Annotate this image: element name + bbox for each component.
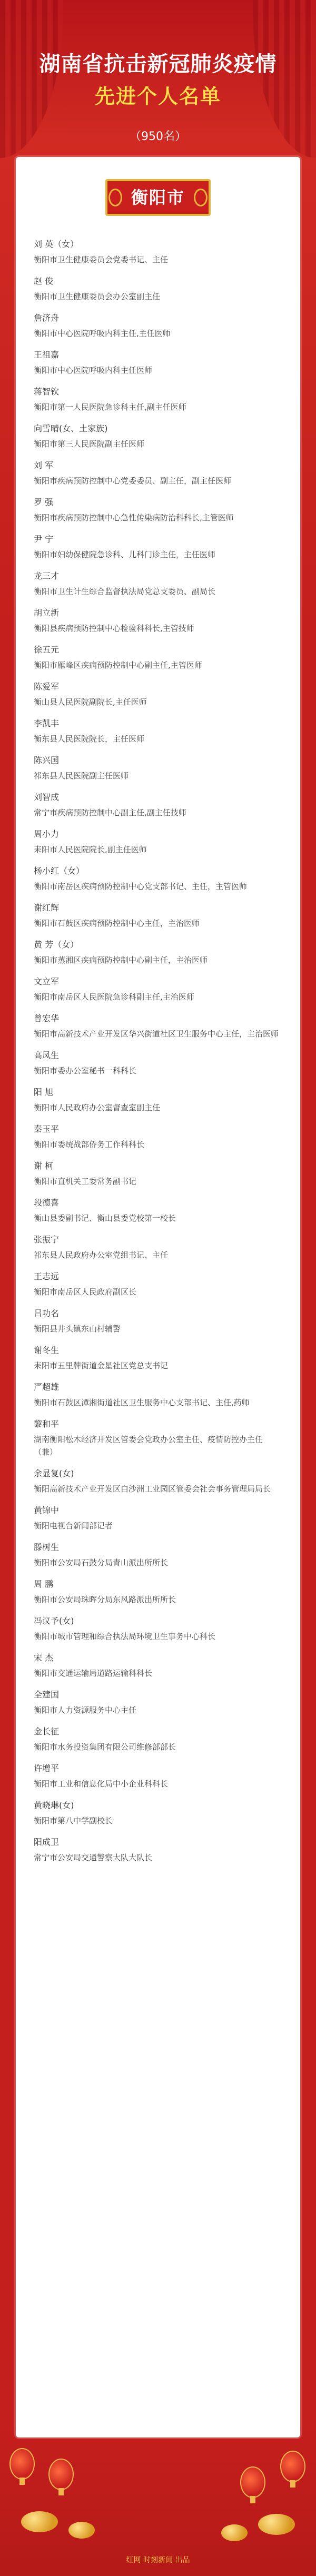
honoree-name: 王志远 — [34, 1271, 60, 1281]
honoree-role: 衡阳市中心医院呼吸内科主任医师 — [34, 366, 153, 375]
honoree-role: 衡阳市人力资源服务中心主任 — [34, 1705, 137, 1715]
list-item — [34, 607, 282, 635]
gold-ingot-icon — [21, 2511, 58, 2532]
list-item — [34, 1800, 282, 1827]
honoree-name: 詹济舟 — [34, 313, 60, 323]
honoree-role: 衡山县人民医院副院长,主任医师 — [34, 697, 147, 707]
list-item — [34, 460, 282, 487]
honoree-name: 刘智成 — [34, 792, 60, 802]
list-item — [34, 1123, 282, 1151]
honoree-name: 阳成卫 — [34, 1837, 60, 1847]
honoree-name: 陈爱军 — [34, 682, 60, 692]
honoree-role: 衡阳市第一人民医院急诊科主任,副主任医师 — [34, 402, 186, 412]
honoree-name: 黎和平 — [34, 1419, 60, 1429]
honoree-role: 衡阳市蒸湘区疾病预防控制中心副主任，主治医师 — [34, 955, 208, 965]
honoree-name: 宋 杰 — [34, 1653, 54, 1663]
honoree-name: 徐五元 — [34, 645, 60, 655]
honoree-role: 衡阳市委办公室秘书一科科长 — [34, 1066, 137, 1075]
list-item — [34, 312, 282, 340]
honoree-role: 衡阳市南岳区人民政府副区长 — [34, 1287, 137, 1297]
header — [0, 0, 316, 158]
list-item — [34, 1050, 282, 1077]
honoree-role: 衡阳高新技术产业开发区白沙洲工业园区管委会社会事务管理局局长 — [34, 1484, 271, 1494]
honoree-name: 陈兴国 — [34, 755, 60, 765]
list-item — [34, 1381, 282, 1409]
lantern-icon — [280, 2451, 305, 2482]
honoree-name: 蒋智钦 — [34, 387, 60, 397]
honoree-role: 衡阳市第八中学副校长 — [34, 1816, 113, 1825]
honoree-name: 黄 芳（女） — [34, 940, 79, 950]
honoree-name: 余显复(女) — [34, 1468, 74, 1478]
lantern-icon — [48, 2459, 74, 2490]
honoree-name: 吕功名 — [34, 1308, 60, 1318]
honoree-role: 衡阳市南岳区疾病预防控制中心党支部书记、主任，主管医师 — [34, 882, 248, 891]
list-item — [34, 681, 282, 708]
honoree-name: 黄晓琳(女) — [34, 1800, 74, 1810]
honoree-role: 衡阳市委统战部侨务工作科科长 — [34, 1140, 145, 1149]
lantern-icon — [9, 2448, 35, 2480]
honoree-name: 刘 英（女） — [34, 239, 79, 249]
list-item — [34, 239, 282, 266]
honoree-role: 衡阳市石鼓区潭湘街道社区卫生服务中心支部书记、主任,药师 — [34, 1398, 250, 1407]
honoree-role: 衡阳市城市管理和综合执法局环境卫生事务中心科长 — [34, 1632, 216, 1641]
honoree-name: 滕树生 — [34, 1542, 60, 1552]
list-item — [34, 1468, 282, 1495]
gold-ingot-icon — [221, 2524, 248, 2541]
honoree-role: 衡阳市直机关工委常务副书记 — [34, 1177, 137, 1186]
list-item — [34, 1013, 282, 1040]
list-item — [34, 1542, 282, 1569]
list-item — [34, 1308, 282, 1335]
list-item — [34, 792, 282, 819]
gold-ingot-icon — [258, 2514, 295, 2535]
honoree-name: 尹 宁 — [34, 534, 54, 544]
city-name: 衡阳市 — [131, 187, 185, 208]
honoree-role: 衡阳市疾病预防控制中心急性传染病防治科科长,主管医师 — [34, 513, 234, 522]
honoree-role: 湖南衡阳松木经济开发区管委会党政办公室主任、疫情防控办主任（兼） — [34, 1435, 263, 1457]
honoree-name: 文立军 — [34, 976, 60, 986]
honoree-name: 阳 旭 — [34, 1087, 54, 1097]
list-item — [34, 1652, 282, 1680]
honoree-role: 衡阳市卫生健康委员会办公室副主任 — [34, 292, 161, 301]
honoree-role: 衡阳市中心医院呼吸内科主任,主任医师 — [34, 329, 171, 338]
list-item — [34, 1234, 282, 1261]
list-item — [34, 1578, 282, 1606]
list-item — [34, 1271, 282, 1298]
list-item — [34, 1689, 282, 1716]
honoree-role: 衡阳市妇幼保健院急诊科、儿科门诊主任，主任医师 — [34, 550, 216, 559]
list-item — [34, 275, 282, 303]
name-list-card — [16, 157, 300, 2437]
list-item — [34, 1345, 282, 1372]
honoree-name: 杨小红（女） — [34, 866, 85, 876]
honoree-role: 常宁市公安局交通警察大队大队长 — [34, 1853, 153, 1862]
honoree-name: 周小力 — [34, 829, 60, 839]
honoree-role: 衡阳市疾病预防控制中心党委委员、副主任，副主任医师 — [34, 476, 232, 486]
honoree-name: 金长征 — [34, 1726, 60, 1736]
honoree-role: 衡阳市南岳区人民医院急诊科副主任,主治医师 — [34, 992, 194, 1002]
honoree-name: 严超雄 — [34, 1382, 60, 1392]
list-item — [34, 828, 282, 856]
honoree-name: 曾宏华 — [34, 1013, 60, 1023]
page-title: 湖南省抗击新冠肺炎疫情 — [39, 52, 277, 76]
list-item — [34, 1160, 282, 1188]
honoree-role: 衡阳市水务投资集团有限公司维修部部长 — [34, 1742, 176, 1752]
list-item — [34, 1418, 282, 1458]
honoree-role: 衡阳县井头镇东山村辅警 — [34, 1324, 121, 1334]
list-item — [34, 755, 282, 782]
list-item — [34, 976, 282, 1003]
list-item — [34, 534, 282, 561]
gold-ingot-icon — [68, 2522, 95, 2539]
honoree-role: 衡阳市卫生健康委员会党委书记、主任 — [34, 255, 169, 264]
list-item — [34, 1505, 282, 1532]
list-item — [34, 1726, 282, 1753]
honoree-name: 段德喜 — [34, 1198, 60, 1208]
honoree-role: 衡阳市石鼓区疾病预防控制中心主任，主治医师 — [34, 919, 200, 928]
list-item — [34, 349, 282, 377]
honoree-role: 衡阳县疾病预防控制中心检验科科长,主管技师 — [34, 624, 194, 633]
honoree-role: 衡阳市公安局珠晖分局东风路派出所所长 — [34, 1595, 176, 1604]
list-item — [34, 1837, 282, 1864]
list-item — [34, 1615, 282, 1643]
footer-credit: 红网 时刻新闻 出品 — [126, 2556, 190, 2564]
page-subtitle: 先进个人名单 — [94, 85, 221, 108]
honoree-role: 衡阳市人民政府办公室督查室副主任 — [34, 1103, 161, 1112]
honoree-name: 冯议予(女) — [34, 1616, 74, 1626]
honoree-name: 黄锦中 — [34, 1505, 60, 1515]
honoree-name: 刘 军 — [34, 460, 54, 470]
footer — [0, 2437, 316, 2576]
list-item — [34, 1087, 282, 1114]
honoree-role: 衡山县委副书记、衡山县委党校第一校长 — [34, 1213, 176, 1223]
list-item — [34, 497, 282, 524]
honoree-role: 衡阳市卫生计生综合监督执法局党总支委员、副局长 — [34, 587, 216, 596]
honoree-name: 龙三才 — [34, 571, 60, 581]
honoree-role: 衡阳市工业和信息化局中小企业科科长 — [34, 1779, 169, 1789]
honoree-name: 罗 强 — [34, 497, 54, 507]
honoree-name: 全建国 — [34, 1690, 60, 1700]
honoree-role: 祁东县人民医院副主任医师 — [34, 771, 129, 781]
honoree-role: 衡阳市高新技术产业开发区华兴街道社区卫生服务中心主任，主治医师 — [34, 1029, 279, 1039]
honoree-role: 衡阳市交通运输局道路运输科科长 — [34, 1669, 153, 1678]
list-item — [34, 865, 282, 893]
list-item — [34, 386, 282, 413]
honoree-name: 向雪晴(女、土家族) — [34, 423, 108, 433]
city-banner — [105, 179, 211, 216]
honoree-role: 祁东县人民政府办公室党组书记、主任 — [34, 1250, 169, 1260]
honoree-name: 李凯丰 — [34, 718, 60, 728]
list-item — [34, 1197, 282, 1225]
honoree-name: 胡立新 — [34, 608, 60, 618]
list-item — [34, 644, 282, 672]
list-item — [34, 939, 282, 966]
honoree-name: 高凤生 — [34, 1050, 60, 1060]
honoree-role: 耒阳市五里牌街道金星社区党总支书记 — [34, 1361, 169, 1370]
honoree-name: 谢冬生 — [34, 1345, 60, 1355]
list-item — [34, 570, 282, 598]
list-item — [34, 902, 282, 930]
lantern-icon — [240, 2466, 265, 2498]
honoree-name: 张振宁 — [34, 1235, 60, 1245]
list-item — [34, 718, 282, 745]
total-count: （950名） — [130, 130, 186, 143]
honoree-role: 常宁市疾病预防控制中心副主任,副主任技师 — [34, 808, 186, 817]
honoree-role: 衡阳市雁峰区疾病预防控制中心副主任,主管医师 — [34, 660, 202, 670]
honoree-list — [34, 239, 282, 1873]
honoree-name: 赵 俊 — [34, 276, 54, 286]
honoree-role: 衡东县人民医院院长，主任医师 — [34, 734, 145, 744]
honoree-role: 耒阳市人民医院院长,副主任医师 — [34, 845, 147, 854]
honoree-name: 许增平 — [34, 1763, 60, 1773]
honoree-name: 王祖嘉 — [34, 350, 60, 360]
honoree-name: 秦玉平 — [34, 1124, 60, 1134]
honoree-role: 衡阳市第三人民医院副主任医师 — [34, 439, 145, 449]
honoree-name: 谢 柯 — [34, 1161, 54, 1171]
honoree-role: 衡阳电视台新闻部记者 — [34, 1521, 113, 1531]
list-item — [34, 1763, 282, 1790]
honoree-name: 谢红辉 — [34, 903, 60, 913]
honoree-role: 衡阳市公安局石鼓分局青山派出所所长 — [34, 1558, 169, 1567]
honoree-name: 周 鹏 — [34, 1579, 54, 1589]
list-item — [34, 423, 282, 450]
